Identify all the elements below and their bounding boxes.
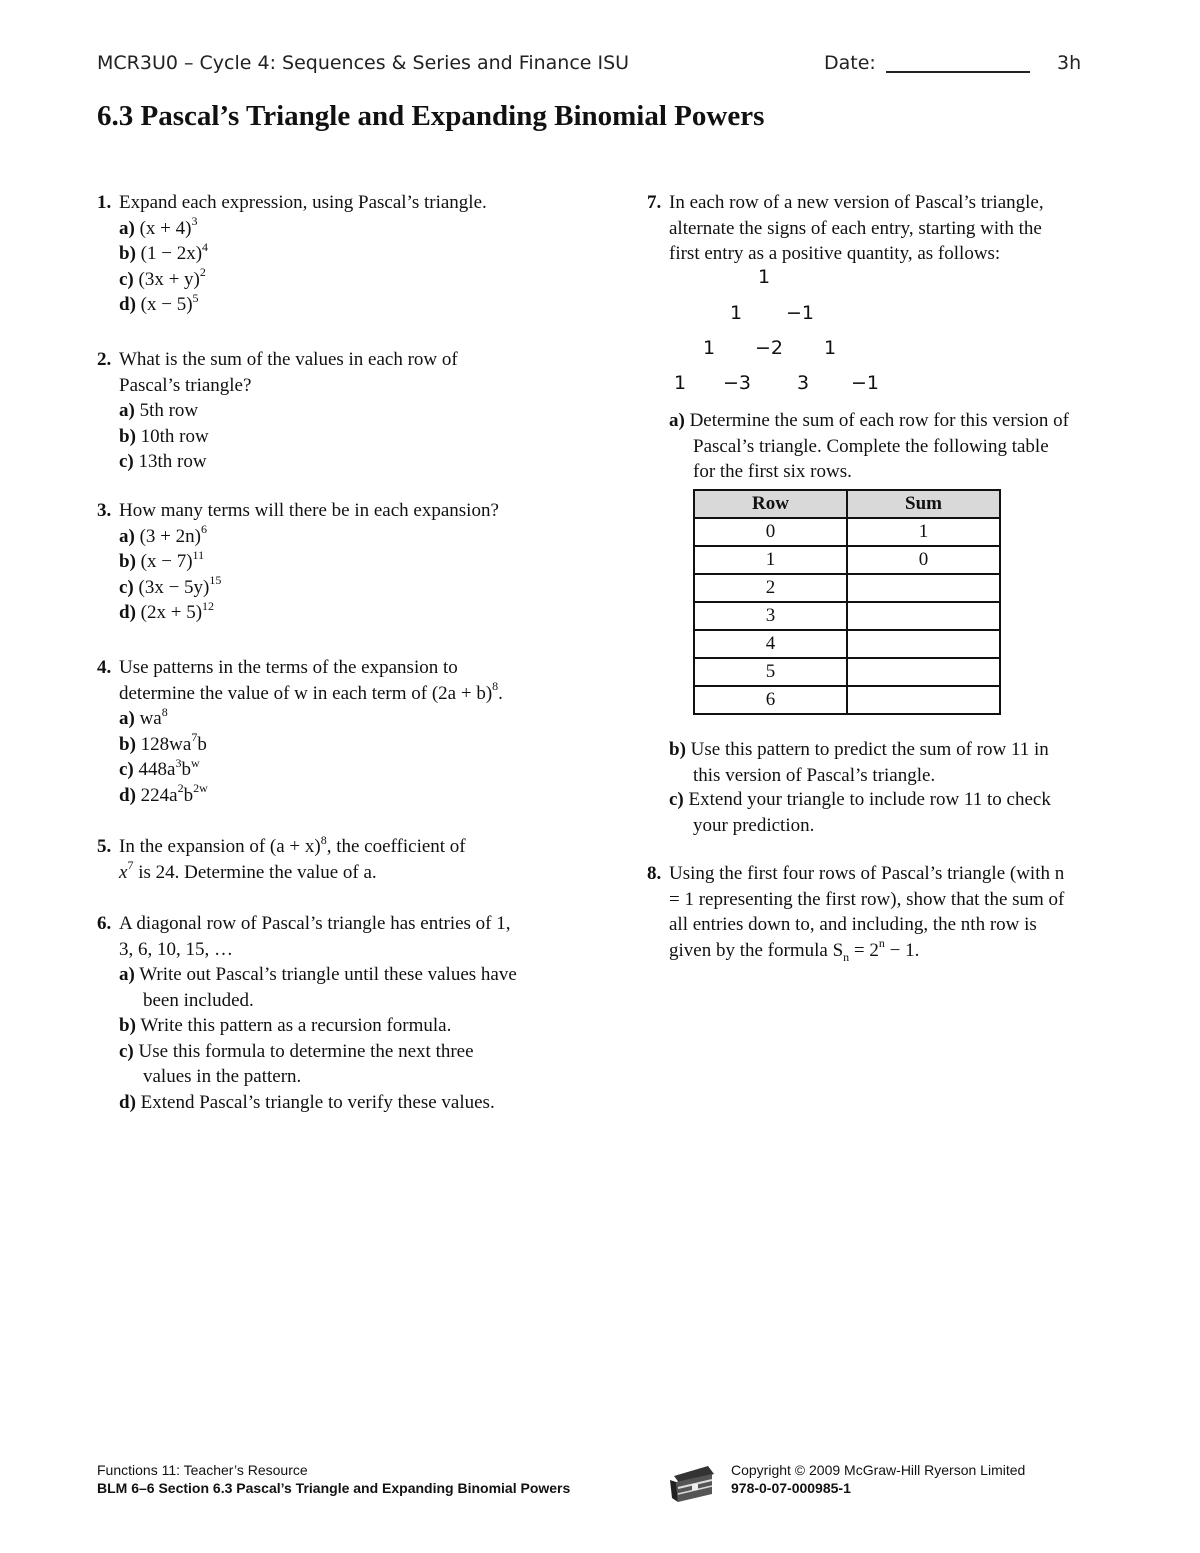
column-header-row: Row (694, 490, 847, 518)
q4-part-c: c) $448a^3b^w$ (119, 755, 200, 780)
sum-cell[interactable] (847, 602, 1000, 630)
question-5: 5. In the expansion of $(a + x)^8$, the coefficient of $x^7$ is 24. Determine the value of a. (97, 832, 466, 883)
column-header-sum: Sum (847, 490, 1000, 518)
question-8: 8. Using the first four rows of Pascal’s triangle (with n = 1 representing the first row), show that the sum of all entries down to, and including, the nth row is given by the formula $S_n = 2^n - 1$. (647, 863, 1065, 964)
date-label: Date: (824, 52, 876, 74)
footer-copyright: Copyright © 2009 McGraw-Hill Ryerson Limited (731, 1462, 1026, 1478)
q3-part-a: a) $(3 + 2n)^6$ (119, 522, 207, 547)
row-number-cell: 2 (694, 574, 847, 602)
footer-isbn: 978-0-07-000985-1 (731, 1480, 851, 1496)
q4-part-d: d) $224a^2b^{2w}$ (119, 781, 208, 806)
sum-cell[interactable]: 1 (847, 518, 1000, 546)
row-number-cell: 1 (694, 546, 847, 574)
period-label: 3h (1057, 52, 1082, 74)
question-6: 6. A diagonal row of Pascal’s triangle has entries of 1, 3, 6, 10, 15, … a) Write out Pascal’s triangle until these values have been included. b) Write this pattern as a recursion formula. c) Use this formula to determine the next three values in the pattern. d) Extend Pascal’s triangle to verify these values. (97, 911, 517, 1115)
q1-part-d: d) $(x - 5)^5$ (119, 290, 199, 315)
table-row (694, 686, 1000, 714)
sum-cell[interactable] (847, 658, 1000, 686)
table-row (694, 658, 1000, 686)
row-number-cell: 0 (694, 518, 847, 546)
q7-part-b: b) Use this pattern to predict the sum of row 11 in this version of Pascal’s triangle. (669, 739, 1049, 786)
page-title: 6.3 Pascal’s Triangle and Expanding Binomial Powers (97, 100, 765, 132)
triangle-entry: −1 (851, 372, 880, 394)
table-row (694, 574, 1000, 602)
q1-part-c: c) $(3x + y)^2$ (119, 265, 206, 290)
q1-part-a: a) $(x + 4)^3$ (119, 214, 198, 239)
row-number-cell: 6 (694, 686, 847, 714)
sum-cell[interactable] (847, 686, 1000, 714)
sum-cell[interactable] (847, 574, 1000, 602)
row-sum-table (693, 489, 1001, 715)
treasure-chest-icon (668, 1458, 718, 1506)
q3-part-c: c) $(3x - 5y)^{15}$ (119, 573, 222, 598)
triangle-entry: 1 (674, 372, 687, 394)
row-number-cell: 3 (694, 602, 847, 630)
q1-part-b: b) $(1 - 2x)^4$ (119, 239, 209, 264)
row-number-cell: 4 (694, 630, 847, 658)
question-3: 3. How many terms will there be in each expansion? a) $(3 + 2n)^6$ b) $(x - 7)^{11}$ c) $(3x - 5y)^{15}$ d) $(2x + 5)^{12}$ (97, 498, 499, 626)
sum-cell[interactable] (847, 630, 1000, 658)
q3-part-d: d) $(2x + 5)^{12}$ (119, 598, 215, 623)
q7-part-a: a) Determine the sum of each row for this version of Pascal’s triangle. Complete the following table for the first six rows. (669, 410, 1069, 482)
question-1: 1. Expand each expression, using Pascal’s triangle. a) $(x + 4)^3$ b) $(1 - 2x)^4$ c) $(3x + y)^2$ d) $(x - 5)^5$ (97, 190, 487, 318)
triangle-entry: 1 (703, 337, 716, 359)
table-row (694, 602, 1000, 630)
q2-part-b: b) 10th row (119, 425, 209, 447)
sum-cell[interactable]: 0 (847, 546, 1000, 574)
table-row (694, 518, 1000, 546)
q6-part-c: c) Use this formula to determine the next three (119, 1040, 474, 1062)
q3-part-b: b) $(x - 7)^{11}$ (119, 547, 205, 572)
q6-part-b: b) Write this pattern as a recursion formula. (119, 1015, 452, 1036)
table-row (694, 630, 1000, 658)
triangle-entry: −2 (755, 337, 784, 359)
table-row (694, 546, 1000, 574)
footer-blm: BLM 6–6 Section 6.3 Pascal’s Triangle and Expanding Binomial Powers (97, 1480, 571, 1496)
q6-part-d: d) Extend Pascal’s triangle to verify these values. (119, 1091, 495, 1113)
triangle-entry: 1 (758, 266, 771, 288)
question-4: 4. Use patterns in the terms of the expansion to determine the value of w in each term of $(2a + b)^8$. a) $wa^8$ b) $128wa^7b$ c) $448a^3b^w$ d) $224a^2b^{2w}$ (97, 655, 503, 808)
table-header-row (694, 490, 1000, 518)
q7-part-c: c) Extend your triangle to include row 11 to check your prediction. (669, 789, 1051, 836)
q6-part-a: a) Write out Pascal’s triangle until these values have (119, 964, 517, 985)
q4-part-b: b) $128wa^7b$ (119, 730, 207, 755)
triangle-entry: −3 (723, 372, 752, 394)
q2-part-a: a) 5th row (119, 400, 199, 421)
row-number-cell: 5 (694, 658, 847, 686)
q4-part-a: a) $wa^8$ (119, 704, 168, 729)
question-7: 7. In each row of a new version of Pascal’s triangle, alternate the signs of each entry, starting with the first entry as a positive quantity, as follows: (647, 192, 1044, 264)
q2-part-c: c) 13th row (119, 451, 207, 472)
question-2: 2. What is the sum of the values in each row of Pascal’s triangle? a) 5th row b) 10th row c) 13th row (97, 347, 458, 475)
triangle-entry: 1 (824, 337, 837, 359)
footer-resource: Functions 11: Teacher’s Resource (97, 1462, 308, 1478)
triangle-entry: 1 (730, 302, 743, 324)
course-header: MCR3U0 – Cycle 4: Sequences & Series and Finance ISU (97, 52, 630, 74)
triangle-entry: −1 (786, 302, 815, 324)
date-blank-line[interactable] (886, 71, 1030, 73)
triangle-entry: 3 (797, 372, 810, 394)
